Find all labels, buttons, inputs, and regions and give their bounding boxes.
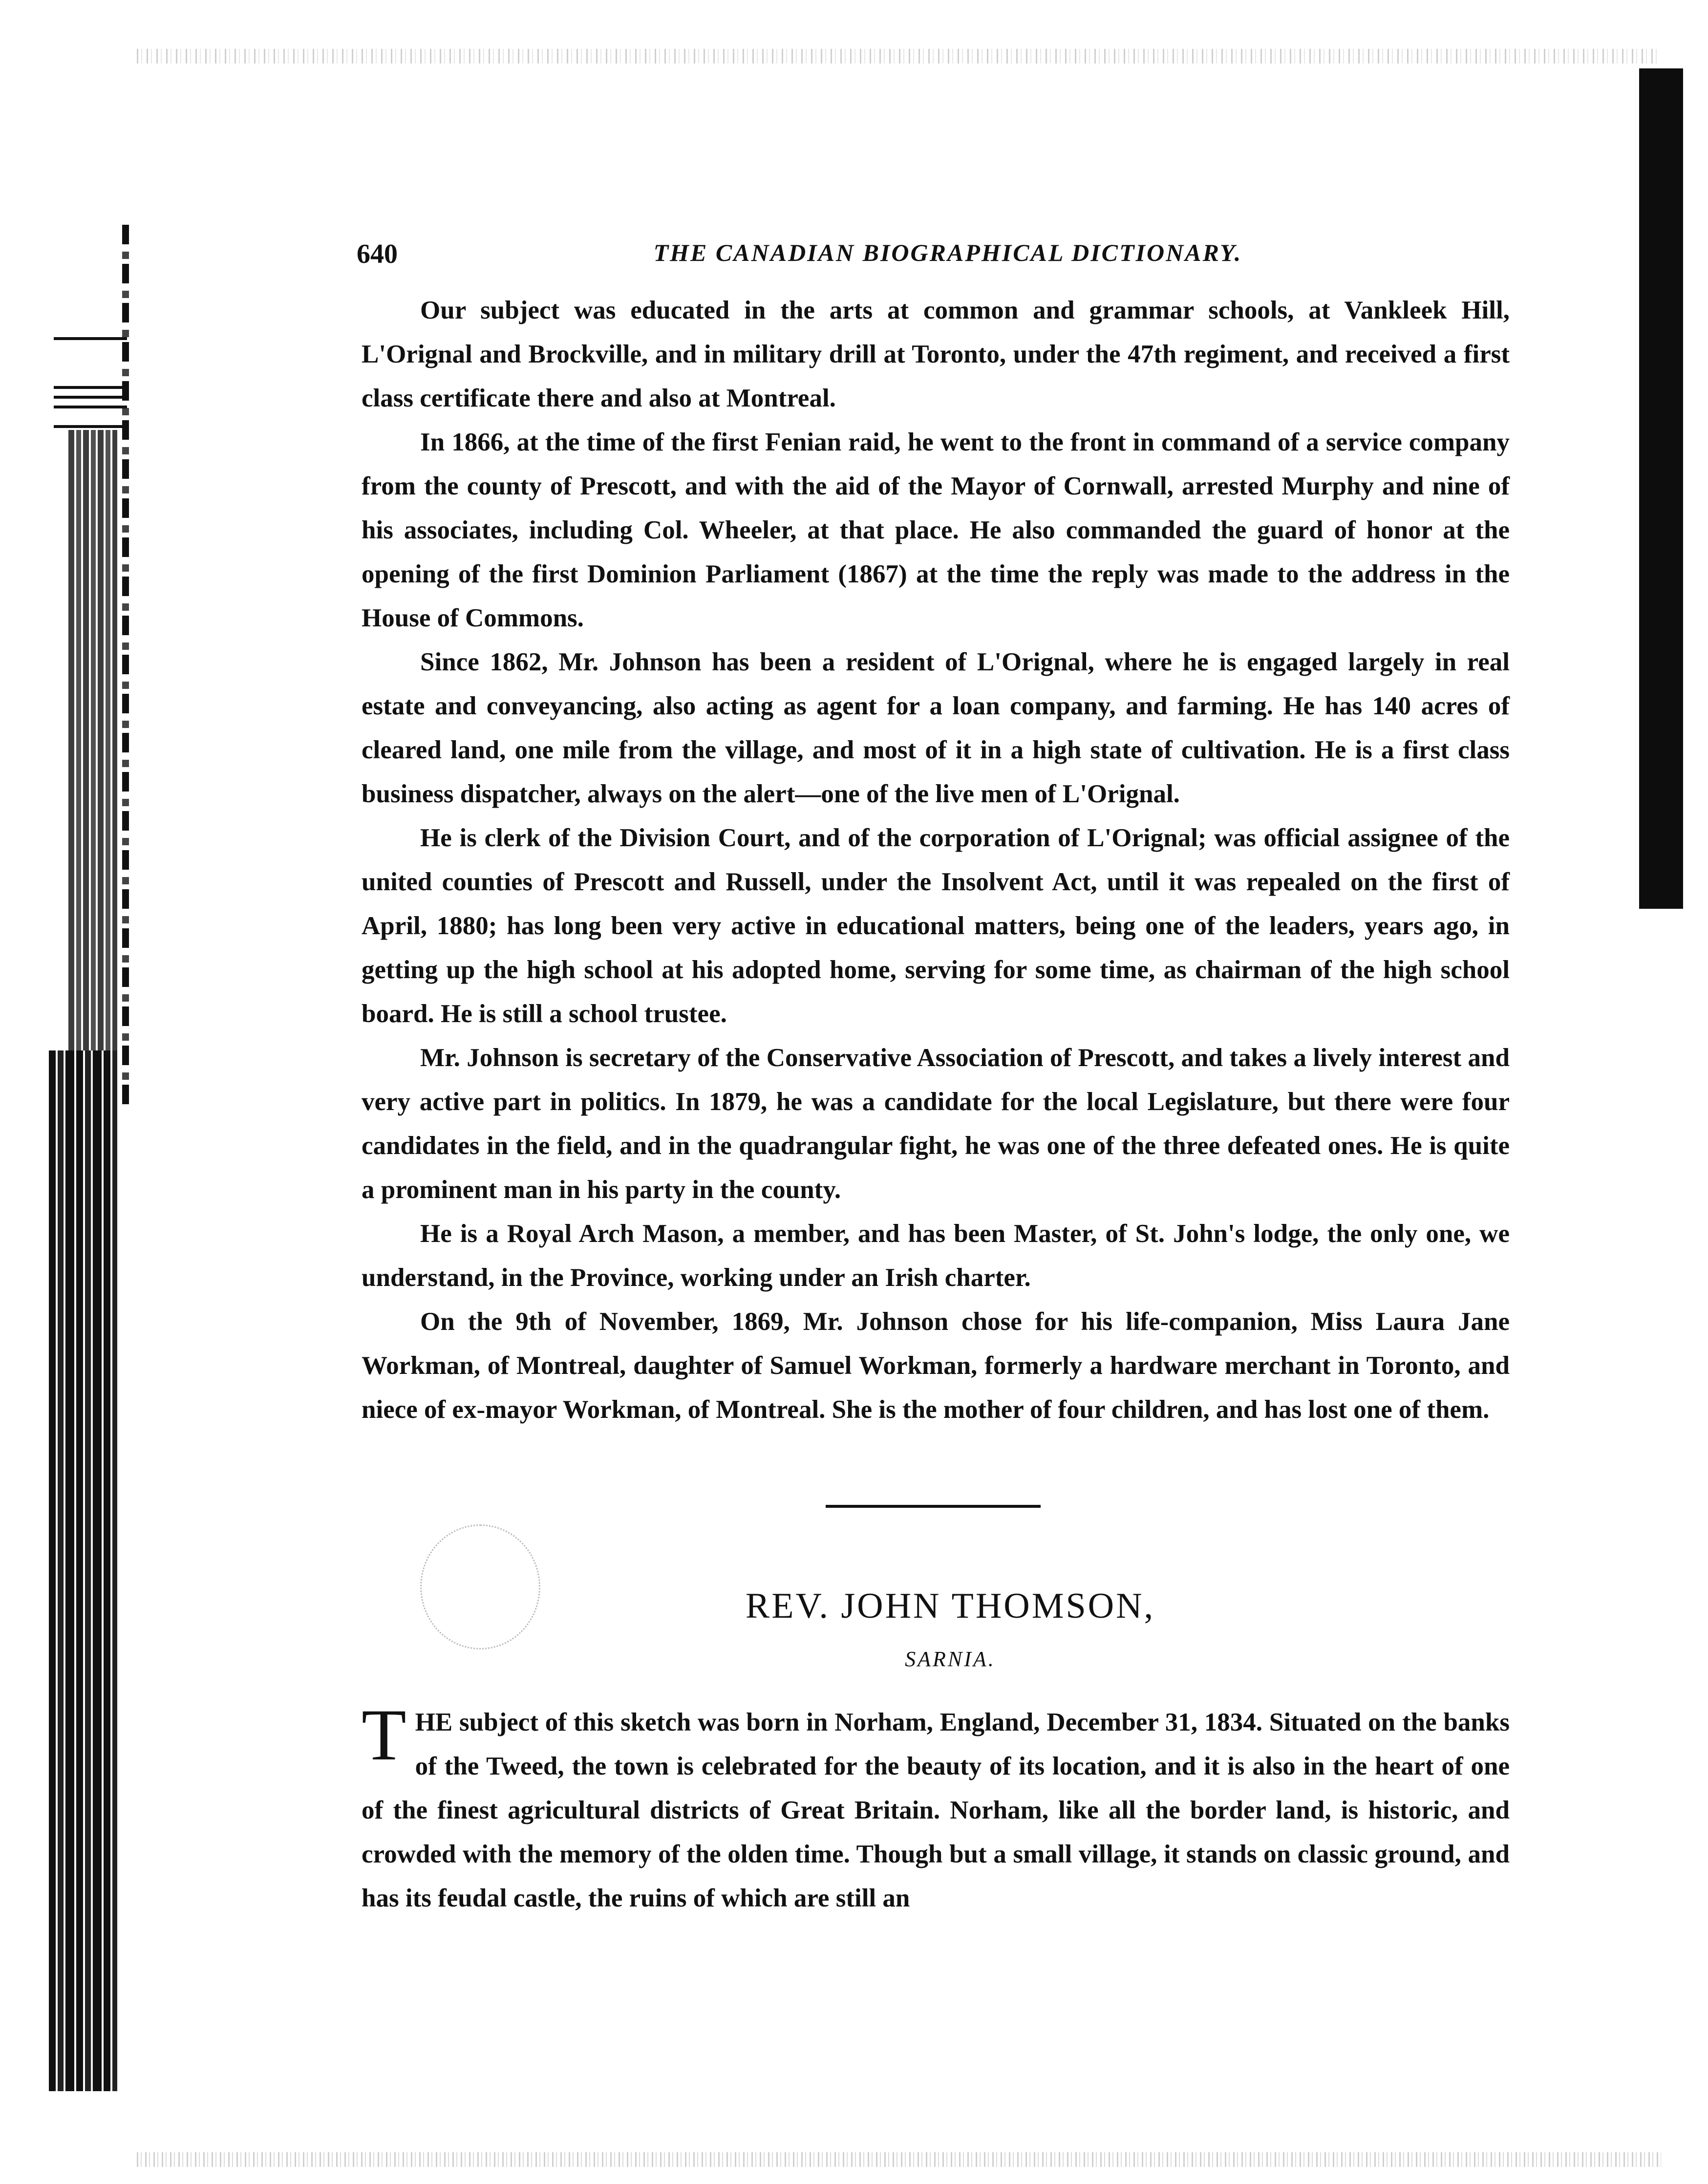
sketch-text <box>362 1694 1510 1920</box>
paragraph: Mr. Johnson is secretary of the Conservative Association of Prescott, and takes a lively interest and very active part in politics. In 1879, he was a candidate for the local Legislature, but there were four candidates in the field, and in the quadrangular fight, he was one of the three defeated ones. He is quite a prominent man in his party in the county. <box>362 1044 1510 1204</box>
drop-cap: T <box>362 1694 406 1776</box>
running-head <box>357 238 1519 273</box>
paragraph: In 1866, at the time of the first Fenian raid, he went to the front in command of a service company from the county of Prescott, and with the aid of the Mayor of Cornwall, arrested Murphy and nine of his associates, including Col. Wheeler, at that place. He also commanded the guard of honor at the opening of the first Dominion Parliament (1867) at the time the reply was made to the address in the House of Commons. <box>362 428 1510 632</box>
paragraph: He is a Royal Arch Mason, a member, and has been Master, of St. John's lodge, the only one, we understand, in the Province, working under an Irish charter. <box>362 1220 1510 1292</box>
page-number: 640 <box>357 239 398 269</box>
paragraph: On the 9th of November, 1869, Mr. Johnson chose for his life-companion, Miss Laura Jane Workman, of Montreal, daughter of Samuel Workman, formerly a hardware merchant in Toronto, and niece of ex-mayor Workman, of Montreal. She is the mother of four children, and has lost one of them. <box>362 1307 1510 1424</box>
paragraph: Since 1862, Mr. Johnson has been a resident of L'Orignal, where he is engaged largely in real estate and conveyancing, also acting as agent for a loan company, and farming. He has 140 acres of cleared land, one mile from the village, and most of it in a high state of cultivation. He is a first class business dispatcher, always on the alert—one of the live men of L'Orignal. <box>362 648 1510 808</box>
sketch-paragraph: HE subject of this sketch was born in Norham, England, December 31, 1834. Situated on the banks of the Tweed, the town is celebrated for the beauty of its location, and it is also in the heart of one of the finest agricultural districts of Great Britain. Norham, like all the border land, is historic, and crowded with the memory of the olden time. Though but a small village, it stands on classic ground, and has its feudal castle, the ruins of which are still an <box>362 1708 1510 1912</box>
scan-right-black-bar <box>1639 68 1683 909</box>
scan-left-strip <box>49 1050 117 2091</box>
scan-left-ticks <box>54 225 132 435</box>
sketch-heading: REV. JOHN THOMSON, <box>745 1586 1155 1626</box>
paragraph: He is clerk of the Division Court, and of the corporation of L'Orignal; was official assignee of the united counties of Prescott and Russell, under the Insolvent Act, until it was repealed on the first of April, 1880; has long been very active in educational matters, being one of the leaders, years ago, in getting up the high school at his adopted home, serving for some time, as chairman of the high school board. He is still a school trustee. <box>362 824 1510 1028</box>
running-head-title: THE CANADIAN BIOGRAPHICAL DICTIONARY. <box>653 239 1242 266</box>
scan-top-edge <box>137 49 1661 64</box>
sketch-subheading: SARNIA. <box>905 1647 996 1671</box>
body-text <box>362 288 1510 1432</box>
paragraph: Our subject was educated in the arts at common and grammar schools, at Vankleek Hill, L'Orignal and Brockville, and in military drill at Toronto, under the 47th regiment, and received a first class certificate there and also at Montreal. <box>362 296 1510 412</box>
section-divider <box>826 1505 1041 1508</box>
scan-left-strip-upper <box>68 430 117 1050</box>
scan-bottom-edge <box>137 2152 1661 2167</box>
